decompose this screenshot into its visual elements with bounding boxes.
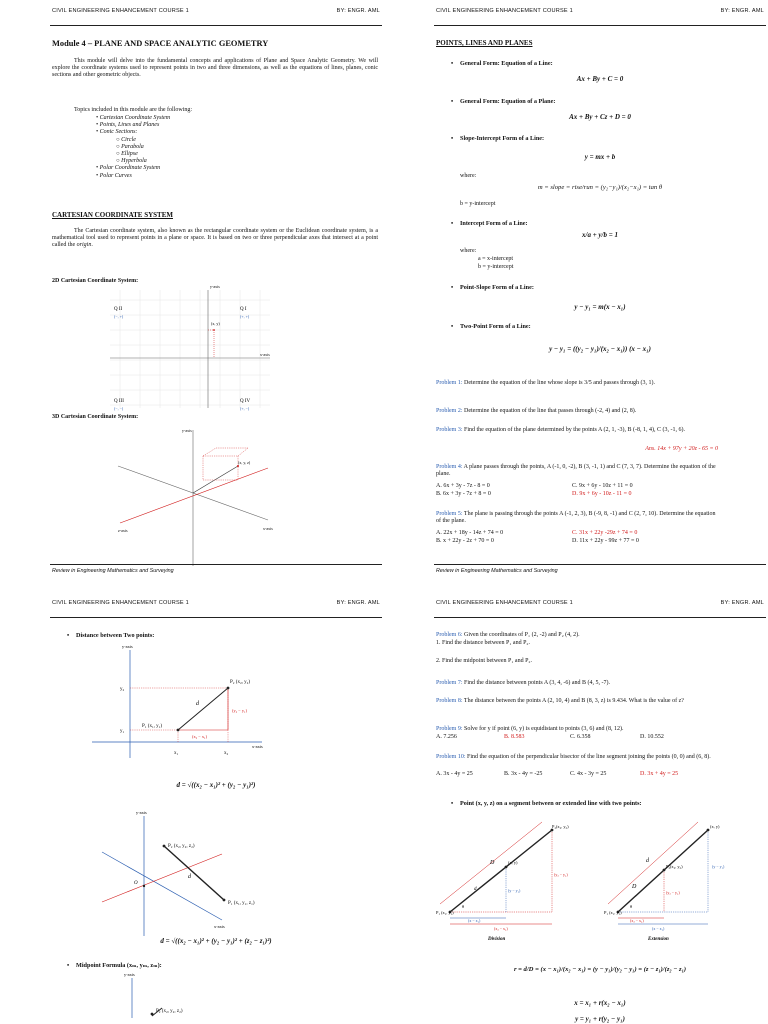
eq-point-slope: y − y₁ = m(x − x₁) bbox=[574, 303, 626, 311]
svg-text:x₁: x₁ bbox=[174, 751, 179, 756]
eq-two-point: y − y₁ = ((y₂ − y₁)/(x₂ − x₁)) (x − x₁) bbox=[549, 345, 651, 353]
problem-9: Problem 9: Solve for y if point (6, y) is equidistant to points (3, 6) and (8, 12). bbox=[436, 726, 624, 732]
midpoint-figure bbox=[120, 972, 240, 1018]
svg-text:(x₂ − x₁): (x₂ − x₁) bbox=[494, 926, 508, 931]
header-rule bbox=[50, 25, 382, 26]
quadrant-4-label: Q IV bbox=[240, 399, 251, 404]
svg-text:(x, y): (x, y) bbox=[710, 824, 720, 829]
eq-general-line: Ax + By + C = 0 bbox=[576, 75, 624, 83]
svg-text:D: D bbox=[490, 860, 495, 866]
quadrant-3-signs: (−, −) bbox=[114, 406, 124, 411]
module-title: Module 4 – PLANE AND SPACE ANALYTIC GEOMETRY bbox=[52, 39, 269, 48]
distance-3d-formula: d = √((x₂ − x₁)² + (y₂ − y₁)² + (z₂ − z₁)²) bbox=[160, 937, 272, 945]
svg-text:P₂(x₂, y₂): P₂(x₂, y₂) bbox=[552, 824, 569, 829]
form-label-general-line: • General Form: Equation of a Line: bbox=[460, 60, 553, 67]
quadrant-3-label: Q III bbox=[114, 399, 124, 404]
footer-rule bbox=[50, 564, 382, 565]
footer-text: Review in Engineering Mathematics and Surveying bbox=[436, 568, 558, 574]
problem-8: Problem 8: The distance between the points A (2, 10, 4) and B (8, 3, z) is 9.434. What is the value of z? bbox=[436, 698, 684, 704]
section-heading: POINTS, LINES AND PLANES bbox=[436, 39, 533, 47]
course-title: CIVIL ENGINEERING ENHANCEMENT COURSE 1 bbox=[436, 600, 573, 606]
svg-text:x-axis: x-axis bbox=[252, 744, 263, 749]
b-definition: b = y-intercept bbox=[460, 201, 496, 207]
bullet-midpoint: • Midpoint Formula (xₘ, yₘ, zₘ): bbox=[76, 962, 162, 969]
distance-2d-formula: d = √((x₂ − x₁)² + (y₂ − y₁)²) bbox=[176, 781, 256, 789]
svg-text:(y − y₁): (y − y₁) bbox=[508, 888, 521, 893]
page-header bbox=[434, 8, 766, 18]
a-definition: a = x-intercept bbox=[478, 256, 514, 262]
problem-9-choice-b: B. 8.583 bbox=[504, 734, 525, 740]
svg-text:θ: θ bbox=[462, 904, 465, 909]
topics-heading: Topics included in this module are the following: bbox=[74, 107, 193, 113]
course-title: CIVIL ENGINEERING ENHANCEMENT COURSE 1 bbox=[52, 600, 189, 606]
quadrant-1-label: Q I bbox=[240, 307, 247, 312]
svg-text:P₁ (x₁, y₁): P₁ (x₁, y₁) bbox=[142, 724, 163, 729]
problem-7: Problem 7: Find the distance between points A (3, 4, -6) and B (4, 5, -7). bbox=[436, 680, 610, 686]
x-formula: x = x₁ + r(x₂ − x₁) bbox=[574, 999, 626, 1007]
svg-text:O: O bbox=[134, 881, 138, 886]
problem-4-choice-c: C. 9x + 6y - 10z + 11 = 0 bbox=[572, 483, 633, 489]
svg-text:x-axis: x-axis bbox=[214, 924, 225, 929]
bullet-distance: • Distance between Two points: bbox=[76, 632, 154, 639]
quadrant-2-label: Q II bbox=[114, 307, 123, 312]
problem-9-choice-c: C. 6.358 bbox=[570, 734, 591, 740]
cartesian-paragraph: The Cartesian coordinate system, also known as the rectangular coordinate system or the Euclidean coordinate system, is a mathematical tool used to represent points in a plane or space. It is based on two or three perpendicular axes that intersect at a point called the origin. bbox=[52, 228, 378, 249]
intro-paragraph: This module will delve into the fundamental concepts and applications of Plane and Space Analytic Geometry. We will explore the coordinate systems used to represent points in two and three dimensions, as well as the equations of lines, planes, conic sections and other geometric objects. bbox=[52, 58, 378, 79]
svg-text:x-axis: x-axis bbox=[260, 352, 270, 357]
svg-text:d: d bbox=[646, 858, 649, 864]
slope-definition: m = slope = rise/run = (y₂−y₁)/(x₂−x₁) = tan θ bbox=[537, 184, 663, 191]
svg-text:(x₂ − x₁): (x₂ − x₁) bbox=[630, 918, 644, 923]
svg-text:y-axis: y-axis bbox=[136, 810, 147, 815]
bullet-point-on-segment: • Point (x, y, z) on a segment between or extended line with two points: bbox=[460, 800, 642, 807]
section-heading: CARTESIAN COORDINATE SYSTEM bbox=[52, 211, 173, 219]
problem-9-choice-d: D. 10.552 bbox=[640, 734, 664, 740]
svg-text:(x, y): (x, y) bbox=[211, 321, 220, 326]
problem-4-choice-a: A. 6x + 3y - 7z - 8 = 0 bbox=[436, 483, 490, 489]
form-label-point-slope: • Point-Slope Form of a Line: bbox=[460, 284, 534, 291]
svg-text:P₁ (x₁, y₁): P₁ (x₁, y₁) bbox=[604, 910, 622, 915]
problem-3: Problem 3: Find the equation of the plane determined by the points A (2, 1, -3), B (-8, 1, 4), C (3, -1, 6). bbox=[436, 427, 685, 433]
svg-text:(x − x₁): (x − x₁) bbox=[468, 918, 481, 923]
author: BY: ENGR. AML bbox=[336, 8, 380, 14]
problem-6-part-2: 2. Find the midpoint between P₁ and P₂. bbox=[436, 658, 533, 664]
eq-intercept: x/a + y/b = 1 bbox=[582, 231, 618, 239]
author: BY: ENGR. AML bbox=[336, 600, 380, 606]
page-3 bbox=[50, 600, 382, 1024]
svg-text:Division: Division bbox=[488, 937, 506, 942]
svg-text:y₁: y₁ bbox=[120, 729, 125, 734]
svg-text:P₂ (x₂, y₂): P₂ (x₂, y₂) bbox=[230, 680, 251, 685]
cartesian-2d-figure bbox=[110, 284, 270, 411]
problem-6-part-1: 1. Find the distance between P₁ and P₂. bbox=[436, 640, 531, 646]
svg-text:(y₂ − y₁): (y₂ − y₁) bbox=[232, 708, 248, 713]
distance-3d-figure bbox=[102, 812, 282, 936]
svg-text:θ: θ bbox=[630, 904, 633, 909]
svg-text:Extension: Extension bbox=[648, 937, 669, 942]
quadrant-1-signs: (+, +) bbox=[240, 314, 250, 319]
cartesian-3d-figure bbox=[118, 428, 288, 568]
subheading-2d: 2D Cartesian Coordinate System: bbox=[52, 278, 139, 284]
problem-10-choice-c: C. 4x - 3y = 25 bbox=[570, 771, 607, 777]
problem-1: Problem 1: Determine the equation of the line whose slope is 3/5 and passes through (3, 1). bbox=[436, 380, 655, 386]
svg-text:d: d bbox=[474, 887, 477, 892]
header-rule bbox=[50, 617, 382, 618]
problem-9-choice-a: A. 7.256 bbox=[436, 734, 457, 740]
svg-text:y₂: y₂ bbox=[120, 687, 125, 692]
y-formula: y = y₁ + r(y₂ − y₁) bbox=[575, 1015, 625, 1023]
quadrant-2-signs: (−, +) bbox=[114, 314, 124, 319]
problem-4-choice-b: B. 6x + 3y - 7z + 8 = 0 bbox=[436, 491, 491, 497]
quadrant-4-signs: (+, −) bbox=[240, 406, 250, 411]
problem-5: Problem 5: The plane is passing through the points A (-1, 2, 3), B (-9, 8, -1) and C (2, 7, 10). Determine the equation of the plane. bbox=[436, 511, 716, 525]
svg-text:D: D bbox=[632, 884, 637, 890]
division-figure bbox=[436, 822, 569, 942]
course-title: CIVIL ENGINEERING ENHANCEMENT COURSE 1 bbox=[52, 8, 189, 14]
svg-text:x₂: x₂ bbox=[224, 751, 229, 756]
ratio-formula: r = d/D = (x − x₁)/(x₂ − x₁) = (y − y₁)/(y₂ − y₁) = (z − z₁)/(z₂ − z₁) bbox=[513, 966, 687, 973]
svg-text:(x, y): (x, y) bbox=[508, 860, 518, 865]
footer-rule bbox=[434, 564, 766, 565]
b-definition-2: b = y-intercept bbox=[478, 264, 514, 270]
problem-5-choice-a: A. 22x + 18y - 14z + 74 = 0 bbox=[436, 530, 504, 536]
svg-text:P₂ (x₂, y₂, z₂): P₂ (x₂, y₂, z₂) bbox=[168, 844, 195, 849]
problem-10-choice-a: A. 3x - 4y = 25 bbox=[436, 771, 473, 777]
problem-6: Problem 6: Given the coordinates of P₁ (2, -2) and P₂ (4, 2). bbox=[436, 632, 580, 638]
problem-5-choice-c: C. 31x + 22y -29z + 74 = 0 bbox=[572, 530, 638, 536]
problem-4: Problem 4: A plane passes through the points, A (-1, 0, -2), B (3, -1, 1) and C (7, 3, 7). Determine the equation of the plane. bbox=[436, 464, 716, 478]
page-header bbox=[50, 8, 382, 18]
extension-figure bbox=[604, 822, 728, 942]
page-2 bbox=[434, 8, 766, 576]
svg-text:(y₂ − y₁): (y₂ − y₁) bbox=[554, 872, 568, 877]
problem-10-choice-d: D. 3x + 4y = 25 bbox=[640, 771, 679, 777]
svg-text:y-axis: y-axis bbox=[182, 428, 192, 433]
author: BY: ENGR. AML bbox=[720, 600, 764, 606]
svg-text:(x − x₁): (x − x₁) bbox=[652, 926, 665, 931]
svg-text:d: d bbox=[196, 701, 199, 707]
form-label-slope-intercept: • Slope-Intercept Form of a Line: bbox=[460, 135, 544, 142]
header-rule bbox=[434, 617, 766, 618]
problem-5-choice-d: D. 11x + 22y - 99z + 77 = 0 bbox=[572, 538, 639, 544]
eq-slope-intercept: y = mx + b bbox=[584, 153, 616, 161]
form-label-general-plane: • General Form: Equation of a Plane: bbox=[460, 98, 555, 105]
svg-text:x-axis: x-axis bbox=[263, 526, 273, 531]
page-1 bbox=[50, 8, 382, 576]
problem-3-answer: Ans. 14x + 97y + 20z - 65 = 0 bbox=[645, 446, 718, 452]
svg-text:(y − y₁): (y − y₁) bbox=[712, 864, 725, 869]
form-label-two-point: • Two-Point Form of a Line: bbox=[460, 323, 531, 330]
course-title: CIVIL ENGINEERING ENHANCEMENT COURSE 1 bbox=[436, 8, 573, 14]
svg-text:P₂ (x₂, y₂, z₂): P₂ (x₂, y₂, z₂) bbox=[156, 1009, 183, 1014]
problem-2: Problem 2: Determine the equation of the line that passes through (-2, 4) and (2, 8). bbox=[436, 408, 637, 414]
problem-5-choice-b: B. x + 22y - 2z + 70 = 0 bbox=[436, 538, 494, 544]
problem-4-choice-d: D. 9x + 6y - 10z - 11 = 0 bbox=[572, 491, 632, 497]
subheading-3d: 3D Cartesian Coordinate System: bbox=[52, 414, 139, 420]
distance-2d-figure bbox=[92, 644, 272, 770]
topics-list: • Cartesian Coordinate System • Points, Lines and Planes • Conic Sections: ○ Circle ○ Parabola ○ Ellipse ○ Hyperbola • Polar Coordinate System • Polar Curves bbox=[96, 115, 171, 179]
svg-text:P₂(x₂, y₂): P₂(x₂, y₂) bbox=[666, 864, 683, 869]
page-4 bbox=[434, 600, 766, 1024]
form-label-intercept: • Intercept Form of a Line: bbox=[460, 220, 528, 227]
problem-10-choice-b: B. 3x - 4y = -25 bbox=[504, 771, 543, 777]
footer-text: Review in Engineering Mathematics and Surveying bbox=[52, 568, 174, 574]
problem-10: Problem 10: Find the equation of the perpendicular bisector of the line segment joining the points (0, 0) and (6, 8). bbox=[436, 754, 711, 760]
svg-text:y-axis: y-axis bbox=[124, 972, 135, 977]
svg-text:P₁ (x₁, y₁, z₁): P₁ (x₁, y₁, z₁) bbox=[228, 901, 255, 906]
svg-text:(y₂ − y₁): (y₂ − y₁) bbox=[666, 890, 680, 895]
page-header bbox=[50, 600, 382, 610]
svg-text:(x, y, z): (x, y, z) bbox=[238, 460, 251, 465]
svg-text:(x₂ − x₁): (x₂ − x₁) bbox=[192, 734, 208, 739]
where-2: where: bbox=[460, 248, 477, 254]
eq-general-plane: Ax + By + Cz + D = 0 bbox=[569, 113, 631, 121]
svg-text:y-axis: y-axis bbox=[210, 284, 220, 289]
page-header bbox=[434, 600, 766, 610]
author: BY: ENGR. AML bbox=[720, 8, 764, 14]
svg-text:P₁ (x₁, y₁): P₁ (x₁, y₁) bbox=[436, 910, 454, 915]
header-rule bbox=[434, 25, 766, 26]
where-1: where: bbox=[460, 173, 477, 179]
svg-text:z-axis: z-axis bbox=[118, 528, 128, 533]
svg-text:y-axis: y-axis bbox=[122, 644, 133, 649]
svg-text:d: d bbox=[188, 874, 191, 880]
